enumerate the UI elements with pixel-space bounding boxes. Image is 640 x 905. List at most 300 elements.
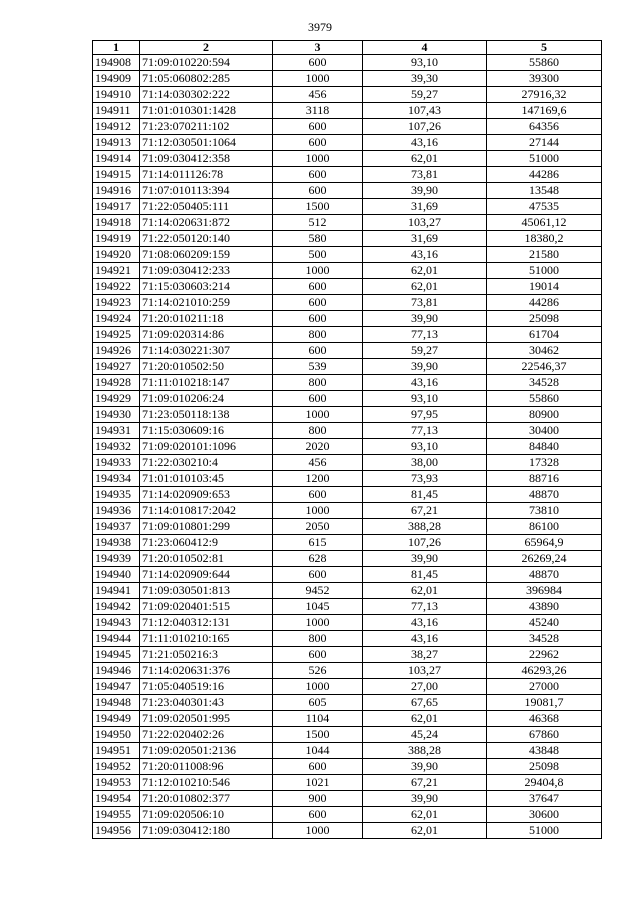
area-cell: 600	[273, 279, 363, 295]
rate-cell: 103,27	[363, 215, 487, 231]
record-number-cell: 194920	[93, 247, 140, 263]
area-cell: 500	[273, 247, 363, 263]
area-cell: 1000	[273, 615, 363, 631]
record-number-cell: 194921	[93, 263, 140, 279]
cadastral-number-cell: 71:09:030412:358	[140, 151, 273, 167]
table-row	[93, 199, 602, 215]
table-header-row	[93, 41, 602, 55]
amount-cell: 55860	[487, 55, 602, 71]
table-row	[93, 167, 602, 183]
cadastral-number-cell: 71:09:030501:813	[140, 583, 273, 599]
table-row	[93, 711, 602, 727]
area-cell: 600	[273, 119, 363, 135]
rate-cell: 107,26	[363, 119, 487, 135]
area-cell: 600	[273, 391, 363, 407]
amount-cell: 48870	[487, 487, 602, 503]
cadastral-number-cell: 71:20:010502:81	[140, 551, 273, 567]
record-number-cell: 194936	[93, 503, 140, 519]
cadastral-number-cell: 71:09:020506:10	[140, 807, 273, 823]
rate-cell: 107,43	[363, 103, 487, 119]
area-cell: 628	[273, 551, 363, 567]
cadastral-number-cell: 71:14:020909:653	[140, 487, 273, 503]
amount-cell: 21580	[487, 247, 602, 263]
table-row	[93, 599, 602, 615]
record-number-cell: 194939	[93, 551, 140, 567]
rate-cell: 39,90	[363, 311, 487, 327]
rate-cell: 103,27	[363, 663, 487, 679]
amount-cell: 45061,12	[487, 215, 602, 231]
record-number-cell: 194911	[93, 103, 140, 119]
rate-cell: 62,01	[363, 151, 487, 167]
amount-cell: 22962	[487, 647, 602, 663]
rate-cell: 77,13	[363, 423, 487, 439]
table-row	[93, 295, 602, 311]
area-cell: 2020	[273, 439, 363, 455]
record-number-cell: 194948	[93, 695, 140, 711]
rate-cell: 77,13	[363, 327, 487, 343]
cadastral-number-cell: 71:01:010301:1428	[140, 103, 273, 119]
cadastral-number-cell: 71:09:020101:1096	[140, 439, 273, 455]
area-cell: 1500	[273, 727, 363, 743]
amount-cell: 43890	[487, 599, 602, 615]
area-cell: 800	[273, 631, 363, 647]
cadastral-number-cell: 71:22:050405:111	[140, 199, 273, 215]
area-cell: 539	[273, 359, 363, 375]
record-number-cell: 194947	[93, 679, 140, 695]
amount-cell: 25098	[487, 759, 602, 775]
cadastral-number-cell: 71:22:020402:26	[140, 727, 273, 743]
rate-cell: 67,21	[363, 503, 487, 519]
record-number-cell: 194910	[93, 87, 140, 103]
rate-cell: 81,45	[363, 487, 487, 503]
cadastral-number-cell: 71:14:030302:222	[140, 87, 273, 103]
rate-cell: 62,01	[363, 711, 487, 727]
table-row	[93, 615, 602, 631]
table-row	[93, 359, 602, 375]
record-number-cell: 194923	[93, 295, 140, 311]
record-number-cell: 194944	[93, 631, 140, 647]
area-cell: 1000	[273, 679, 363, 695]
area-cell: 600	[273, 647, 363, 663]
rate-cell: 39,90	[363, 183, 487, 199]
cadastral-number-cell: 71:09:010801:299	[140, 519, 273, 535]
cadastral-number-cell: 71:20:011008:96	[140, 759, 273, 775]
area-cell: 1000	[273, 823, 363, 839]
rate-cell: 62,01	[363, 583, 487, 599]
rate-cell: 43,16	[363, 375, 487, 391]
cadastral-number-cell: 71:23:060412:9	[140, 535, 273, 551]
rate-cell: 388,28	[363, 519, 487, 535]
rate-cell: 81,45	[363, 567, 487, 583]
amount-cell: 30600	[487, 807, 602, 823]
table-row	[93, 695, 602, 711]
table-row	[93, 423, 602, 439]
record-number-cell: 194946	[93, 663, 140, 679]
table-row	[93, 455, 602, 471]
amount-cell: 64356	[487, 119, 602, 135]
amount-cell: 22546,37	[487, 359, 602, 375]
rate-cell: 39,90	[363, 791, 487, 807]
table-row	[93, 231, 602, 247]
rate-cell: 38,27	[363, 647, 487, 663]
amount-cell: 84840	[487, 439, 602, 455]
amount-cell: 17328	[487, 455, 602, 471]
page-number: 3979	[308, 20, 332, 34]
record-number-cell: 194908	[93, 55, 140, 71]
amount-cell: 47535	[487, 199, 602, 215]
area-cell: 580	[273, 231, 363, 247]
rate-cell: 39,90	[363, 551, 487, 567]
table-row	[93, 247, 602, 263]
amount-cell: 44286	[487, 295, 602, 311]
column-header-1: 1	[93, 41, 140, 55]
table-row	[93, 631, 602, 647]
area-cell: 1021	[273, 775, 363, 791]
rate-cell: 73,81	[363, 167, 487, 183]
area-cell: 1500	[273, 199, 363, 215]
amount-cell: 34528	[487, 631, 602, 647]
area-cell: 1000	[273, 263, 363, 279]
record-number-cell: 194929	[93, 391, 140, 407]
rate-cell: 107,26	[363, 535, 487, 551]
amount-cell: 37647	[487, 791, 602, 807]
area-cell: 1200	[273, 471, 363, 487]
area-cell: 600	[273, 567, 363, 583]
record-number-cell: 194917	[93, 199, 140, 215]
record-number-cell: 194916	[93, 183, 140, 199]
amount-cell: 39300	[487, 71, 602, 87]
rate-cell: 59,27	[363, 87, 487, 103]
rate-cell: 38,00	[363, 455, 487, 471]
amount-cell: 86100	[487, 519, 602, 535]
rate-cell: 62,01	[363, 807, 487, 823]
cadastral-number-cell: 71:23:040301:43	[140, 695, 273, 711]
table-row	[93, 727, 602, 743]
area-cell: 900	[273, 791, 363, 807]
cadastral-number-cell: 71:15:030603:214	[140, 279, 273, 295]
area-cell: 600	[273, 759, 363, 775]
cadastral-number-cell: 71:07:010113:394	[140, 183, 273, 199]
amount-cell: 46293,26	[487, 663, 602, 679]
area-cell: 1000	[273, 407, 363, 423]
table-row	[93, 343, 602, 359]
cadastral-number-cell: 71:08:060209:159	[140, 247, 273, 263]
record-number-cell: 194953	[93, 775, 140, 791]
record-number-cell: 194952	[93, 759, 140, 775]
record-number-cell: 194941	[93, 583, 140, 599]
cadastral-number-cell: 71:14:020909:644	[140, 567, 273, 583]
area-cell: 526	[273, 663, 363, 679]
record-number-cell: 194913	[93, 135, 140, 151]
cadastral-number-cell: 71:12:010210:546	[140, 775, 273, 791]
amount-cell: 80900	[487, 407, 602, 423]
table-row	[93, 407, 602, 423]
cadastral-number-cell: 71:14:030221:307	[140, 343, 273, 359]
area-cell: 605	[273, 695, 363, 711]
cadastral-number-cell: 71:01:010103:45	[140, 471, 273, 487]
area-cell: 1044	[273, 743, 363, 759]
record-number-cell: 194956	[93, 823, 140, 839]
cadastral-number-cell: 71:09:010206:24	[140, 391, 273, 407]
table-row	[93, 823, 602, 839]
cadastral-number-cell: 71:05:040519:16	[140, 679, 273, 695]
amount-cell: 29404,8	[487, 775, 602, 791]
rate-cell: 73,93	[363, 471, 487, 487]
record-number-cell: 194934	[93, 471, 140, 487]
table-row	[93, 215, 602, 231]
table-row	[93, 791, 602, 807]
cadastral-number-cell: 71:15:030609:16	[140, 423, 273, 439]
data-table	[92, 40, 602, 839]
area-cell: 600	[273, 135, 363, 151]
cadastral-number-cell: 71:12:030501:1064	[140, 135, 273, 151]
rate-cell: 27,00	[363, 679, 487, 695]
table-row	[93, 743, 602, 759]
amount-cell: 30462	[487, 343, 602, 359]
cadastral-number-cell: 71:09:030412:180	[140, 823, 273, 839]
record-number-cell: 194945	[93, 647, 140, 663]
rate-cell: 67,65	[363, 695, 487, 711]
record-number-cell: 194955	[93, 807, 140, 823]
table-row	[93, 263, 602, 279]
cadastral-number-cell: 71:22:050120:140	[140, 231, 273, 247]
amount-cell: 88716	[487, 471, 602, 487]
table-row	[93, 183, 602, 199]
rate-cell: 43,16	[363, 247, 487, 263]
cadastral-number-cell: 71:23:050118:138	[140, 407, 273, 423]
cadastral-number-cell: 71:22:030210:4	[140, 455, 273, 471]
cadastral-number-cell: 71:14:020631:376	[140, 663, 273, 679]
table-row	[93, 135, 602, 151]
table-row	[93, 55, 602, 71]
cadastral-number-cell: 71:21:050216:3	[140, 647, 273, 663]
rate-cell: 43,16	[363, 631, 487, 647]
rate-cell: 39,30	[363, 71, 487, 87]
amount-cell: 30400	[487, 423, 602, 439]
cadastral-number-cell: 71:09:020501:2136	[140, 743, 273, 759]
table-row	[93, 103, 602, 119]
record-number-cell: 194942	[93, 599, 140, 615]
record-number-cell: 194926	[93, 343, 140, 359]
amount-cell: 26269,24	[487, 551, 602, 567]
area-cell: 800	[273, 423, 363, 439]
table-row	[93, 471, 602, 487]
amount-cell: 43848	[487, 743, 602, 759]
cadastral-number-cell: 71:09:020401:515	[140, 599, 273, 615]
amount-cell: 396984	[487, 583, 602, 599]
cadastral-number-cell: 71:11:010210:165	[140, 631, 273, 647]
record-number-cell: 194943	[93, 615, 140, 631]
cadastral-number-cell: 71:11:010218:147	[140, 375, 273, 391]
amount-cell: 27916,32	[487, 87, 602, 103]
area-cell: 600	[273, 311, 363, 327]
rate-cell: 31,69	[363, 231, 487, 247]
table-row	[93, 375, 602, 391]
amount-cell: 19081,7	[487, 695, 602, 711]
area-cell: 512	[273, 215, 363, 231]
rate-cell: 59,27	[363, 343, 487, 359]
column-header-2: 2	[140, 41, 273, 55]
table-row	[93, 679, 602, 695]
amount-cell: 46368	[487, 711, 602, 727]
table-row	[93, 311, 602, 327]
table-row	[93, 87, 602, 103]
table-row	[93, 151, 602, 167]
amount-cell: 61704	[487, 327, 602, 343]
rate-cell: 97,95	[363, 407, 487, 423]
record-number-cell: 194940	[93, 567, 140, 583]
table-row	[93, 807, 602, 823]
table-row	[93, 647, 602, 663]
record-number-cell: 194925	[93, 327, 140, 343]
area-cell: 600	[273, 295, 363, 311]
area-cell: 1000	[273, 151, 363, 167]
record-number-cell: 194949	[93, 711, 140, 727]
rate-cell: 77,13	[363, 599, 487, 615]
area-cell: 800	[273, 327, 363, 343]
table-row	[93, 391, 602, 407]
rate-cell: 62,01	[363, 823, 487, 839]
cadastral-number-cell: 71:14:020631:872	[140, 215, 273, 231]
cadastral-number-cell: 71:20:010502:50	[140, 359, 273, 375]
record-number-cell: 194932	[93, 439, 140, 455]
rate-cell: 31,69	[363, 199, 487, 215]
amount-cell: 65964,9	[487, 535, 602, 551]
amount-cell: 73810	[487, 503, 602, 519]
area-cell: 600	[273, 55, 363, 71]
amount-cell: 147169,6	[487, 103, 602, 119]
amount-cell: 27144	[487, 135, 602, 151]
cadastral-number-cell: 71:20:010211:18	[140, 311, 273, 327]
area-cell: 600	[273, 807, 363, 823]
cadastral-number-cell: 71:05:060802:285	[140, 71, 273, 87]
column-header-5: 5	[487, 41, 602, 55]
rate-cell: 43,16	[363, 615, 487, 631]
area-cell: 800	[273, 375, 363, 391]
area-cell: 2050	[273, 519, 363, 535]
area-cell: 600	[273, 343, 363, 359]
cadastral-number-cell: 71:14:011126:78	[140, 167, 273, 183]
record-number-cell: 194954	[93, 791, 140, 807]
rate-cell: 43,16	[363, 135, 487, 151]
record-number-cell: 194933	[93, 455, 140, 471]
table-row	[93, 439, 602, 455]
table-row	[93, 503, 602, 519]
record-number-cell: 194918	[93, 215, 140, 231]
record-number-cell: 194937	[93, 519, 140, 535]
rate-cell: 45,24	[363, 727, 487, 743]
table-row	[93, 663, 602, 679]
table-row	[93, 327, 602, 343]
record-number-cell: 194915	[93, 167, 140, 183]
cadastral-number-cell: 71:20:010802:377	[140, 791, 273, 807]
record-number-cell: 194951	[93, 743, 140, 759]
amount-cell: 27000	[487, 679, 602, 695]
table-row	[93, 119, 602, 135]
record-number-cell: 194938	[93, 535, 140, 551]
amount-cell: 67860	[487, 727, 602, 743]
area-cell: 9452	[273, 583, 363, 599]
rate-cell: 39,90	[363, 759, 487, 775]
amount-cell: 48870	[487, 567, 602, 583]
amount-cell: 13548	[487, 183, 602, 199]
amount-cell: 19014	[487, 279, 602, 295]
rate-cell: 62,01	[363, 279, 487, 295]
cadastral-number-cell: 71:09:020314:86	[140, 327, 273, 343]
cadastral-number-cell: 71:12:040312:131	[140, 615, 273, 631]
amount-cell: 44286	[487, 167, 602, 183]
rate-cell: 93,10	[363, 55, 487, 71]
amount-cell: 18380,2	[487, 231, 602, 247]
table-row	[93, 71, 602, 87]
rate-cell: 67,21	[363, 775, 487, 791]
amount-cell: 51000	[487, 263, 602, 279]
rate-cell: 388,28	[363, 743, 487, 759]
cadastral-number-cell: 71:09:010220:594	[140, 55, 273, 71]
table-row	[93, 535, 602, 551]
area-cell: 600	[273, 167, 363, 183]
record-number-cell: 194912	[93, 119, 140, 135]
table-row	[93, 567, 602, 583]
cadastral-number-cell: 71:23:070211:102	[140, 119, 273, 135]
cadastral-number-cell: 71:14:010817:2042	[140, 503, 273, 519]
table-row	[93, 487, 602, 503]
amount-cell: 25098	[487, 311, 602, 327]
table-row	[93, 775, 602, 791]
area-cell: 1000	[273, 71, 363, 87]
record-number-cell: 194922	[93, 279, 140, 295]
area-cell: 3118	[273, 103, 363, 119]
area-cell: 456	[273, 455, 363, 471]
table-row	[93, 551, 602, 567]
record-number-cell: 194935	[93, 487, 140, 503]
table-row	[93, 583, 602, 599]
table-body	[93, 55, 602, 839]
area-cell: 600	[273, 487, 363, 503]
rate-cell: 93,10	[363, 391, 487, 407]
cadastral-number-cell: 71:14:021010:259	[140, 295, 273, 311]
column-header-4: 4	[363, 41, 487, 55]
rate-cell: 62,01	[363, 263, 487, 279]
amount-cell: 55860	[487, 391, 602, 407]
amount-cell: 51000	[487, 823, 602, 839]
column-header-3: 3	[273, 41, 363, 55]
record-number-cell: 194931	[93, 423, 140, 439]
rate-cell: 93,10	[363, 439, 487, 455]
record-number-cell: 194909	[93, 71, 140, 87]
record-number-cell: 194930	[93, 407, 140, 423]
record-number-cell: 194950	[93, 727, 140, 743]
record-number-cell: 194919	[93, 231, 140, 247]
amount-cell: 45240	[487, 615, 602, 631]
table-row	[93, 279, 602, 295]
amount-cell: 51000	[487, 151, 602, 167]
record-number-cell: 194924	[93, 311, 140, 327]
area-cell: 456	[273, 87, 363, 103]
table-row	[93, 759, 602, 775]
cadastral-number-cell: 71:09:030412:233	[140, 263, 273, 279]
area-cell: 615	[273, 535, 363, 551]
rate-cell: 39,90	[363, 359, 487, 375]
record-number-cell: 194927	[93, 359, 140, 375]
area-cell: 1045	[273, 599, 363, 615]
record-number-cell: 194928	[93, 375, 140, 391]
record-number-cell: 194914	[93, 151, 140, 167]
area-cell: 600	[273, 183, 363, 199]
amount-cell: 34528	[487, 375, 602, 391]
rate-cell: 73,81	[363, 295, 487, 311]
area-cell: 1000	[273, 503, 363, 519]
